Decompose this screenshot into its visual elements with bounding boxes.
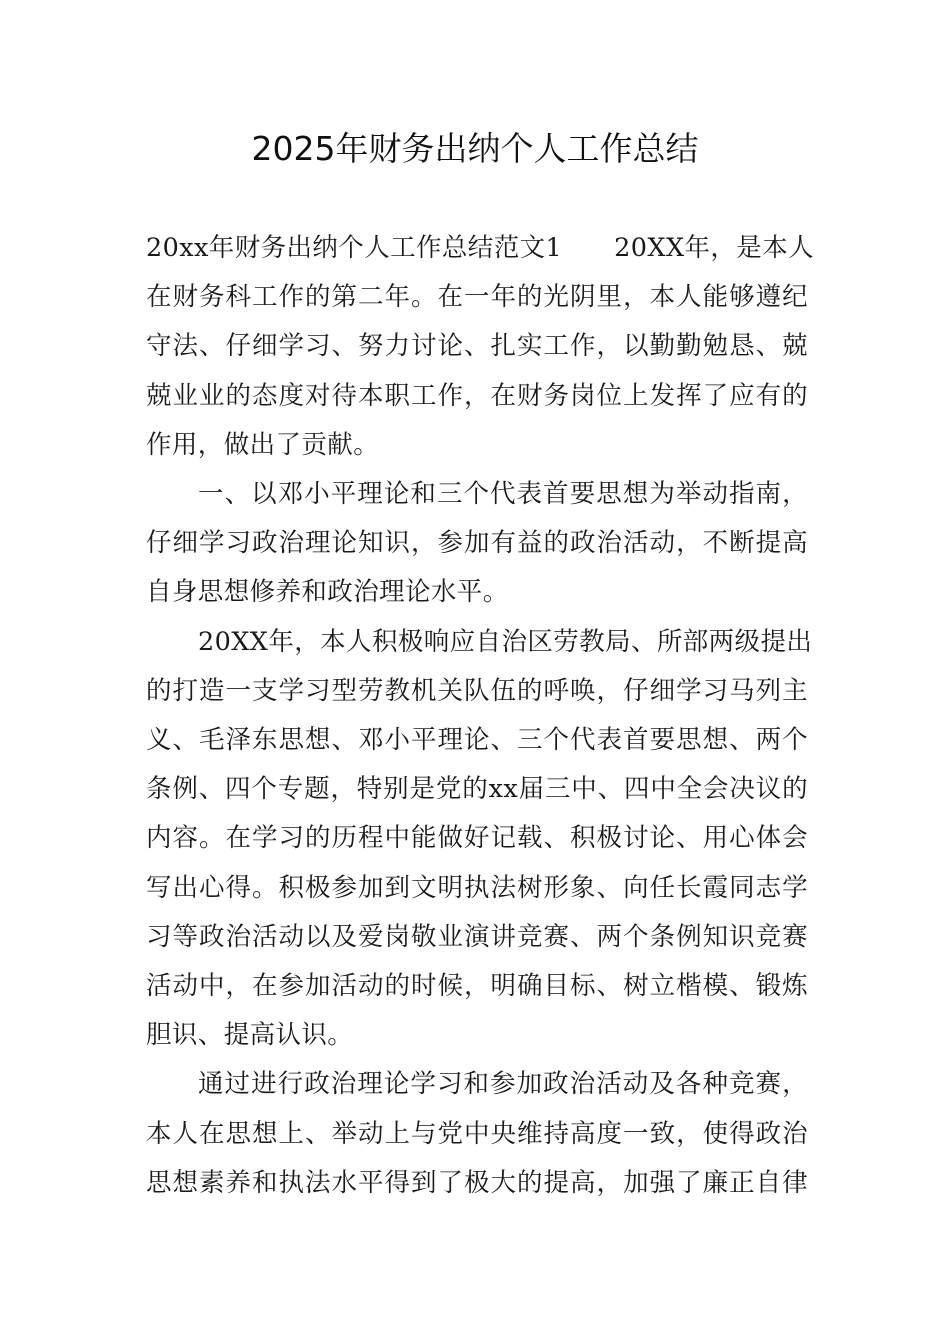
paragraph-line: 胆识、提高认识。: [146, 1020, 354, 1051]
paragraph-line: 作用，做出了贡献。: [146, 429, 380, 460]
paragraph-line: 自身思想修养和政治理论水平。: [146, 577, 509, 608]
document-title: 2025年财务出纳个人工作总结: [251, 129, 699, 168]
paragraph-line: 20XX年，本人积极响应自治区劳教局、所部两级提出: [198, 626, 813, 657]
paragraph-line: 义、毛泽东思想、邓小平理论、三个代表首要思想、两个: [146, 725, 808, 756]
paragraph-line: 活动中，在参加活动的时候，明确目标、树立楷模、锻炼: [146, 971, 808, 1002]
paragraph-line: 本人在思想上、举动上与党中央维持高度一致，使得政治: [146, 1118, 808, 1149]
paragraph-line: 在财务科工作的第二年。在一年的光阴里，本人能够遵纪: [146, 282, 808, 313]
paragraph-line: 条例、四个专题，特别是党的xx届三中、四中全会决议的: [146, 774, 808, 805]
intro-paragraph: [146, 224, 814, 470]
intro-lead: 20XX年，是本人: [614, 233, 814, 263]
document-body: [146, 224, 814, 1208]
paragraph-line: 内容。在学习的历程中能做好记载、积极讨论、用心体会: [146, 823, 808, 854]
intro-first-line: [146, 224, 814, 273]
result-paragraph: [146, 1060, 808, 1208]
paragraph-line: 一、以邓小平理论和三个代表首要思想为举动指南，: [198, 479, 808, 510]
section-one-paragraph: [146, 470, 808, 618]
paragraph-line: 兢业业的态度对待本职工作，在财务岗位上发挥了应有的: [146, 380, 808, 411]
paragraph-line: 写出心得。积极参加到文明执法树形象、向任长霞同志学: [146, 872, 808, 903]
paragraph-line: 通过进行政治理论学习和参加政治活动及各种竞赛，: [198, 1069, 808, 1100]
study-paragraph: [146, 618, 813, 1061]
paragraph-line: 的打造一支学习型劳教机关队伍的呼唤，仔细学习马列主: [146, 675, 808, 706]
paragraph-line: 思想素养和执法水平得到了极大的提高，加强了廉正自律: [146, 1167, 808, 1198]
intro-heading: 20xx年财务出纳个人工作总结范文1: [146, 233, 563, 263]
paragraph-line: 仔细学习政治理论知识，参加有益的政治活动，不断提高: [146, 528, 808, 559]
paragraph-line: 守法、仔细学习、努力讨论、扎实工作，以勤勤勉恳、兢: [146, 331, 808, 362]
paragraph-line: 习等政治活动以及爱岗敬业演讲竞赛、两个条例知识竞赛: [146, 921, 808, 952]
